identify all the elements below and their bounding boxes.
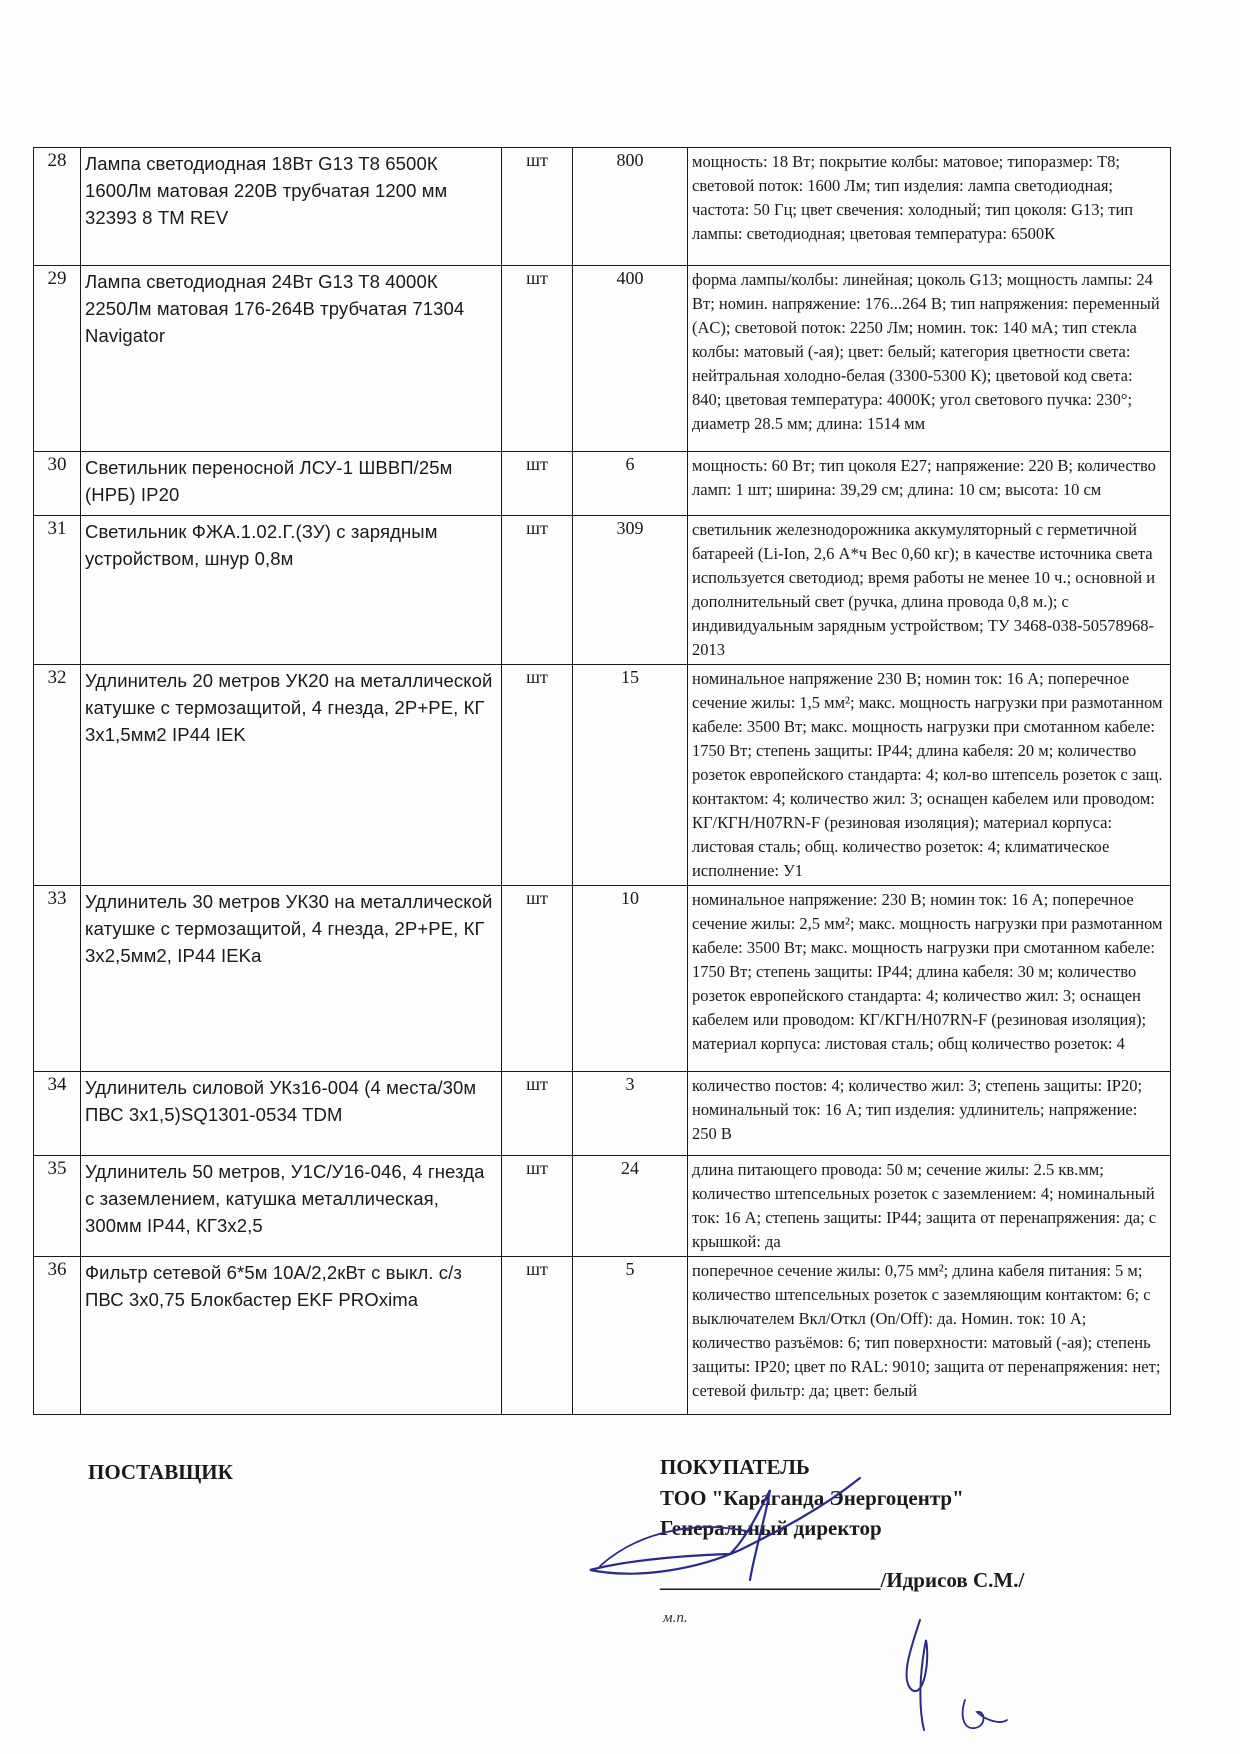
item-description: количество постов: 4; количество жил: 3; степень защиты: IP20; номинальный ток: 16 А; тип изделия: удлинитель; напряжение: 250 В: [688, 1072, 1171, 1156]
item-quantity: 5: [573, 1257, 688, 1415]
row-number: 30: [34, 452, 81, 516]
item-description: номинальное напряжение 230 В; номин ток: 16 А; поперечное сечение жилы: 1,5 мм²; макс. мощность нагрузки при размотанном кабеле: 3500 Вт; макс. мощность нагрузки при смотанном кабеле: 1750 Вт; степень защиты: IP44; длина кабеля: 20 м; количество розеток европейского стандарта: 4; кол-во штепсель розеток с защ. контактом: 4; количество жил: 3; оснащен кабелем или проводом: КГ/КГН/H07RN-F (резиновая изоляция); материал корпуса: листовая сталь; общ. количество розеток: 4; климатическое исполнение: У1: [688, 665, 1171, 886]
row-number: 35: [34, 1156, 81, 1257]
table-row: [34, 1072, 1171, 1156]
table-row: [34, 516, 1171, 665]
table-row: [34, 1257, 1171, 1415]
item-unit: шт: [502, 1072, 573, 1156]
item-unit: шт: [502, 1257, 573, 1415]
buyer-label: ПОКУПАТЕЛЬ: [660, 1455, 810, 1479]
specification-table-body: [34, 148, 1171, 1415]
item-description: длина питающего провода: 50 м; сечение жилы: 2.5 кв.мм; количество штепсельных розеток с заземлением: 4; номинальный ток: 16 А; степень защиты: IP44; защита от перенапряжения: да; с крышкой: да: [688, 1156, 1171, 1257]
item-description: номинальное напряжение: 230 В; номин ток: 16 А; поперечное сечение жилы: 2,5 мм²; макс. мощность нагрузки при размотанном кабеле: 3500 Вт; макс. мощность нагрузки при смотанном кабеле: 1750 Вт; степень защиты: IP44; длина кабеля: 30 м; количество розеток европейского стандарта: 4; количество жил: 3; оснащен кабелем или проводом: КГ/КГН/H07RN-F (резиновая изоляция); материал корпуса: листовая сталь; общ количество розеток: 4: [688, 886, 1171, 1072]
buyer-signature-line: _____________________/Идрисов С.М./: [660, 1568, 1025, 1592]
item-name: Светильник переносной ЛСУ-1 ШВВП/25м (НРБ) IP20: [81, 452, 502, 516]
stamp-place-label: м.п.: [663, 1610, 688, 1626]
item-description: мощность: 18 Вт; покрытие колбы: матовое; типоразмер: T8; световой поток: 1600 Лм; тип изделия: лампа светодиодная; частота: 50 Гц; цвет свечения: холодный; тип цоколя: G13; тип лампы: светодиодная; цветовая температура: 6500К: [688, 148, 1171, 266]
item-description: поперечное сечение жилы: 0,75 мм²; длина кабеля питания: 5 м; количество штепсельных розеток с заземляющим контактом: 6; с выключателем Вкл/Откл (On/Off): да. Номин. ток: 10 А; количество разъёмов: 6; тип поверхности: матовый (-ая); степень защиты: IP20; цвет по RAL: 9010; защита от перенапряжения: нет; сетевой фильтр: да; цвет: белый: [688, 1257, 1171, 1415]
specification-table: [33, 147, 1171, 1415]
buyer-company: ТОО "Караганда Энергоцентр": [660, 1486, 964, 1510]
item-quantity: 400: [573, 266, 688, 452]
initials-mark-second: [955, 1690, 1015, 1740]
item-description: форма лампы/колбы: линейная; цоколь G13; мощность лампы: 24 Вт; номин. напряжение: 176...264 В; тип напряжения: переменный (AC); световой поток: 2250 Лм; номин. ток: 140 мА; тип стекла колбы: матовый (-ая); цвет: белый; категория цветности света: нейтральная холодно-белая (3300-5300 К); цветовой код света: 840; цветовая температура: 4000К; угол светового пучка: 230°; диаметр 28.5 мм; длина: 1514 мм: [688, 266, 1171, 452]
item-unit: шт: [502, 148, 573, 266]
item-unit: шт: [502, 266, 573, 452]
item-unit: шт: [502, 886, 573, 1072]
item-unit: шт: [502, 665, 573, 886]
item-description: светильник железнодорожника аккумуляторный с герметичной батареей (Li-Ion, 2,6 А*ч Вес 0,60 кг); в качестве источника света используется светодиод; время работы не менее 10 ч.; основной и дополнительный свет (ручка, длина провода 0,8 м.); с индивидуальным зарядным устройством; ТУ 3468-038-50578968-2013: [688, 516, 1171, 665]
supplier-label: ПОСТАВЩИК: [88, 1460, 233, 1484]
director-signature: [580, 1470, 880, 1590]
item-quantity: 800: [573, 148, 688, 266]
item-name: Удлинитель 20 метров УК20 на металлической катушке с термозащитой, 4 гнезда, 2Р+РЕ, КГ 3х1,5мм2 IP44 IEK: [81, 665, 502, 886]
item-name: Лампа светодиодная 24Вт G13 T8 4000К 2250Лм матовая 176-264В трубчатая 71304 Navigator: [81, 266, 502, 452]
item-name: Лампа светодиодная 18Вт G13 T8 6500К 1600Лм матовая 220В трубчатая 1200 мм 32393 8 TM REV: [81, 148, 502, 266]
table-row: [34, 148, 1171, 266]
item-unit: шт: [502, 1156, 573, 1257]
row-number: 31: [34, 516, 81, 665]
item-name: Фильтр сетевой 6*5м 10А/2,2кВт с выкл. с/з ПВС 3х0,75 Блокбастер EKF PROxima: [81, 1257, 502, 1415]
table-row: [34, 886, 1171, 1072]
table-row: [34, 1156, 1171, 1257]
row-number: 33: [34, 886, 81, 1072]
item-name: Удлинитель 30 метров УК30 на металлической катушке с термозащитой, 4 гнезда, 2Р+РЕ, КГ 3х2,5мм2, IP44 IEKа: [81, 886, 502, 1072]
item-name: Удлинитель 50 метров, У1С/У16-046, 4 гнезда с заземлением, катушка металлическая, 300мм IP44, КГ3х2,5: [81, 1156, 502, 1257]
row-number: 29: [34, 266, 81, 452]
item-quantity: 15: [573, 665, 688, 886]
buyer-position: Генеральный директор: [660, 1516, 882, 1540]
item-unit: шт: [502, 452, 573, 516]
item-quantity: 309: [573, 516, 688, 665]
item-description: мощность: 60 Вт; тип цоколя E27; напряжение: 220 В; количество ламп: 1 шт; ширина: 39,29 см; длина: 10 см; высота: 10 см: [688, 452, 1171, 516]
table-row: [34, 452, 1171, 516]
item-quantity: 6: [573, 452, 688, 516]
item-quantity: 24: [573, 1156, 688, 1257]
row-number: 36: [34, 1257, 81, 1415]
item-name: Удлинитель силовой УКз16-004 (4 места/30м ПВС 3х1,5)SQ1301-0534 TDM: [81, 1072, 502, 1156]
table-row: [34, 266, 1171, 452]
table-row: [34, 665, 1171, 886]
item-quantity: 3: [573, 1072, 688, 1156]
row-number: 28: [34, 148, 81, 266]
row-number: 32: [34, 665, 81, 886]
item-unit: шт: [502, 516, 573, 665]
item-name: Светильник ФЖА.1.02.Г.(ЗУ) с зарядным устройством, шнур 0,8м: [81, 516, 502, 665]
row-number: 34: [34, 1072, 81, 1156]
item-quantity: 10: [573, 886, 688, 1072]
